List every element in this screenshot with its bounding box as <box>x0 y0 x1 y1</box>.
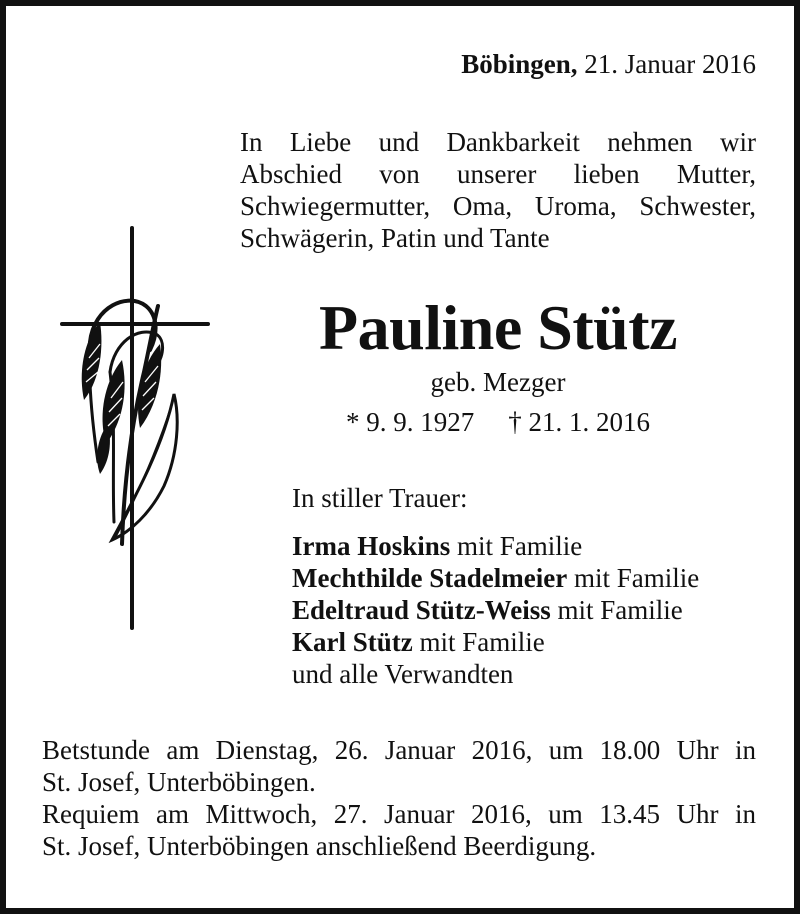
service-line: Requiem am Mittwoch, 27. Januar 2016, um 13.45 Uhr in <box>42 799 756 829</box>
mourners-list <box>292 530 699 690</box>
dateline <box>461 48 756 80</box>
mourner-entry <box>292 562 699 594</box>
mourner-suffix: mit Familie <box>412 627 545 657</box>
service-line: St. Josef, Unterböbingen anschließend Beerdigung. <box>42 831 597 861</box>
intro-line: Abschied von unserer lieben Mutter, <box>240 159 756 189</box>
dateline-place: Böbingen, <box>461 49 578 79</box>
mourner-suffix: mit Familie <box>450 531 583 561</box>
mourner-entry <box>292 530 699 562</box>
mourner-suffix: mit Familie <box>550 595 683 625</box>
death-date: † 21. 1. 2016 <box>508 407 650 437</box>
deceased-name: Pauline Stütz <box>319 292 677 363</box>
cross-with-grain-ears-icon <box>54 222 214 634</box>
life-dates <box>240 406 756 438</box>
service-details <box>42 734 756 862</box>
intro-line: In Liebe und Dankbarkeit nehmen wir <box>240 127 756 157</box>
mourner-entry <box>292 626 699 658</box>
dateline-date: 21. Januar 2016 <box>584 49 756 79</box>
mourner-suffix: mit Familie <box>567 563 700 593</box>
birth-date: * 9. 9. 1927 <box>346 407 475 437</box>
mourner-entry <box>292 594 699 626</box>
mourner-name: Irma Hoskins <box>292 531 451 561</box>
service-line: St. Josef, Unterböbingen. <box>42 767 316 797</box>
mourner-name: Karl Stütz <box>292 627 413 657</box>
mourner-name: Mechthilde Stadelmeier <box>292 563 568 593</box>
mourners-heading: In stiller Trauer: <box>292 483 468 513</box>
mourner-name: Edeltraud Stütz-Weiss <box>292 595 551 625</box>
intro-text <box>240 126 756 254</box>
service-line: Betstunde am Dienstag, 26. Januar 2016, um 18.00 Uhr in <box>42 735 756 765</box>
mourners-closing: und alle Verwandten <box>292 659 514 689</box>
maiden-name: geb. Mezger <box>430 367 566 397</box>
intro-line: Schwägerin, Patin und Tante <box>240 223 550 253</box>
intro-line: Schwiegermutter, Oma, Uroma, Schwester, <box>240 191 756 221</box>
